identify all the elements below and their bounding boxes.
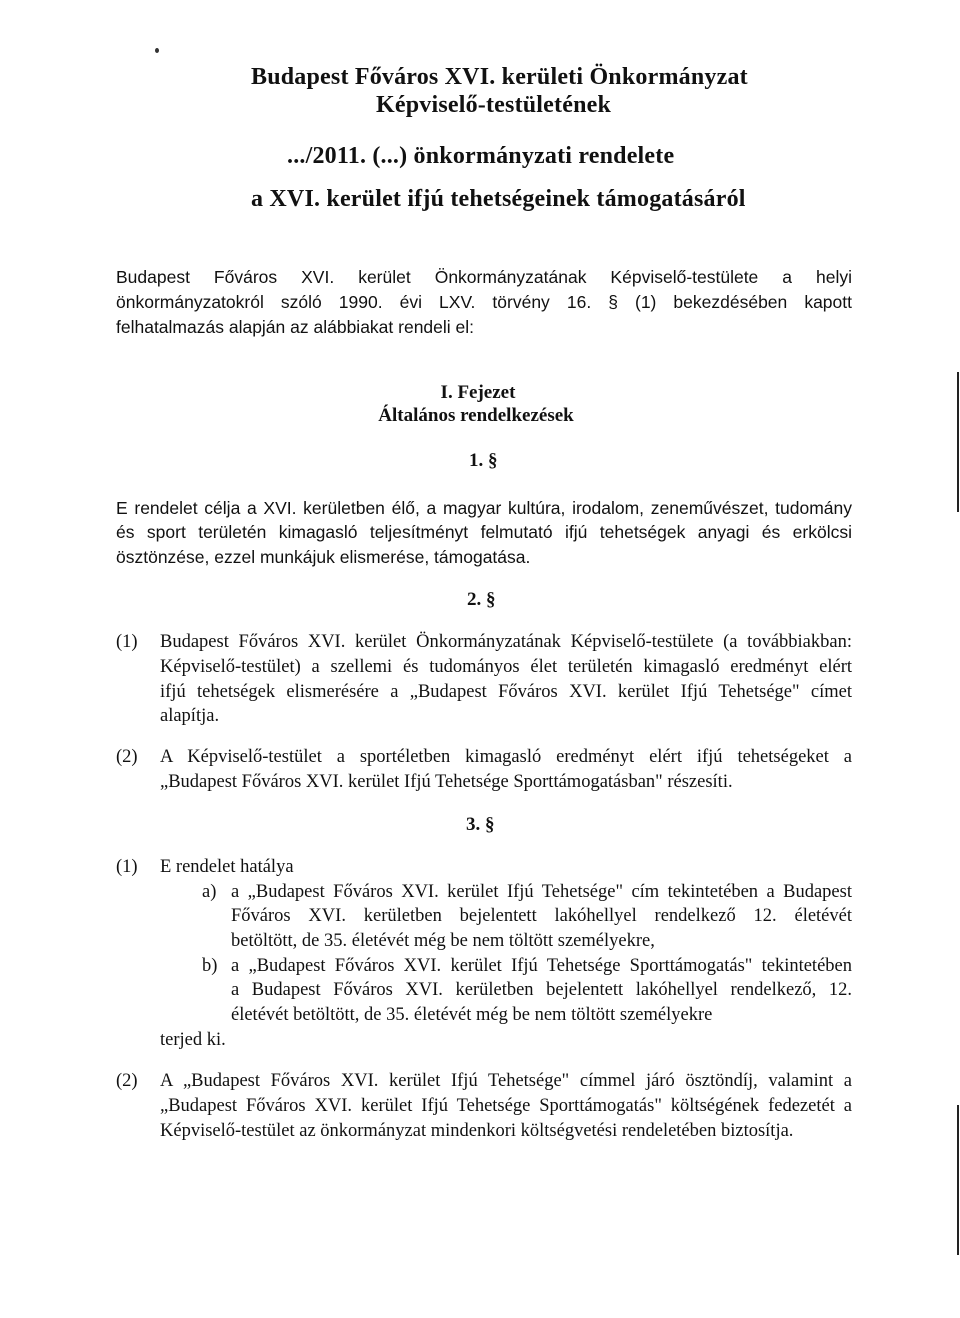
section-2-p2-label: (2) (116, 747, 138, 767)
section-3-item-a-line-3: betöltött, de 35. életévét még be nem töltött személyekre, (231, 931, 655, 951)
section-2-p1-line-3: ifjú tehetségek elismerésére a „Budapest Főváros XVI. kerület Ifjú Tehetsége" címet (160, 682, 852, 702)
section-2-p1-line-2: Képviselő-testület) a szellemi és tudományos élet területén kimagasló eredményt elért (160, 657, 852, 677)
section-3-p2-line-3: Képviselő-testület az önkormányzat mindenkori költségvetési rendeletében biztosítja. (160, 1121, 794, 1141)
scan-speck (155, 48, 159, 53)
chapter-title: Általános rendelkezések (378, 405, 574, 426)
section-3-p2-label: (2) (116, 1071, 138, 1091)
section-3-item-b-label: b) (202, 956, 218, 976)
section-1-number: 1. § (469, 450, 498, 471)
header-line-4: a XVI. kerület ifjú tehetségeinek támogatásáról (251, 186, 746, 212)
section-2-p1-label: (1) (116, 632, 138, 652)
section-3-item-b-line-1: a „Budapest Főváros XVI. kerület Ifjú Tehetsége Sporttámogatás" tekintetében (231, 956, 852, 976)
scan-edge-line (957, 1105, 959, 1255)
section-3-item-a-line-2: Főváros XVI. kerületben bejelentett lakóhellyel rendelkező 12. életévét (231, 906, 852, 926)
section-2-p2-line-2: „Budapest Főváros XVI. kerület Ifjú Tehetsége Sporttámogatásban" részesíti. (160, 772, 733, 792)
section-1-line-1: E rendelet célja a XVI. kerületben élő, a magyar kultúra, irodalom, zeneművészet, tudomány (116, 498, 852, 518)
header-line-2: Képviselő-testületének (376, 92, 612, 118)
preamble-line-3: felhatalmazás alapján az alábbiakat rendeli el: (116, 317, 475, 337)
section-3-item-b-line-2: a Budapest Főváros XVI. kerületben bejelentett lakóhellyel rendelkező, 12. (231, 980, 852, 1000)
section-3-p1-intro: E rendelet hatálya (160, 857, 294, 877)
header-line-3: .../2011. (...) önkormányzati rendelete (287, 143, 675, 169)
section-3-p2-line-1: A „Budapest Főváros XVI. kerület Ifjú Tehetsége" címmel járó ösztöndíj, valamint a (160, 1071, 852, 1091)
header-line-1: Budapest Főváros XVI. kerületi Önkormányzat (251, 64, 748, 90)
section-2-number: 2. § (467, 589, 496, 610)
section-2-p1-line-4: alapítja. (160, 706, 220, 726)
section-3-item-a-line-1: a „Budapest Főváros XVI. kerület Ifjú Tehetsége" cím tekintetében a Budapest (231, 882, 852, 902)
section-3-p1-label: (1) (116, 857, 138, 877)
preamble-line-2: önkormányzatokról szóló 1990. évi LXV. törvény 16. § (1) bekezdésében kapott (116, 292, 852, 312)
section-3-item-a-label: a) (202, 882, 217, 902)
section-3-number: 3. § (466, 814, 495, 835)
section-2-p1-line-1: Budapest Főváros XVI. kerület Önkormányzatának Képviselő-testülete (a továbbiakban: (160, 632, 852, 652)
section-1-line-3: ösztönzése, ezzel munkájuk elismerése, támogatása. (116, 547, 531, 567)
section-1-line-2: és sport területén kimagasló teljesítményt felmutató ifjú tehetségek anyagi és erkölcsi (116, 522, 852, 542)
chapter-number: I. Fejezet (440, 382, 516, 403)
section-2-p2-line-1: A Képviselő-testület a sportéletben kimagasló eredményt elért ifjú tehetségeket a (160, 747, 852, 767)
section-3-item-b-line-3: életévét betöltött, de 35. életévét még be nem töltött személyekre (231, 1005, 713, 1025)
section-3-p2-line-2: „Budapest Főváros XVI. kerület Ifjú Tehetsége Sporttámogatás" költségének fedezetét a (160, 1096, 852, 1116)
preamble-line-1: Budapest Főváros XVI. kerület Önkormányzatának Képviselő-testülete a helyi (116, 267, 852, 287)
section-3-p1-closing: terjed ki. (160, 1030, 226, 1050)
